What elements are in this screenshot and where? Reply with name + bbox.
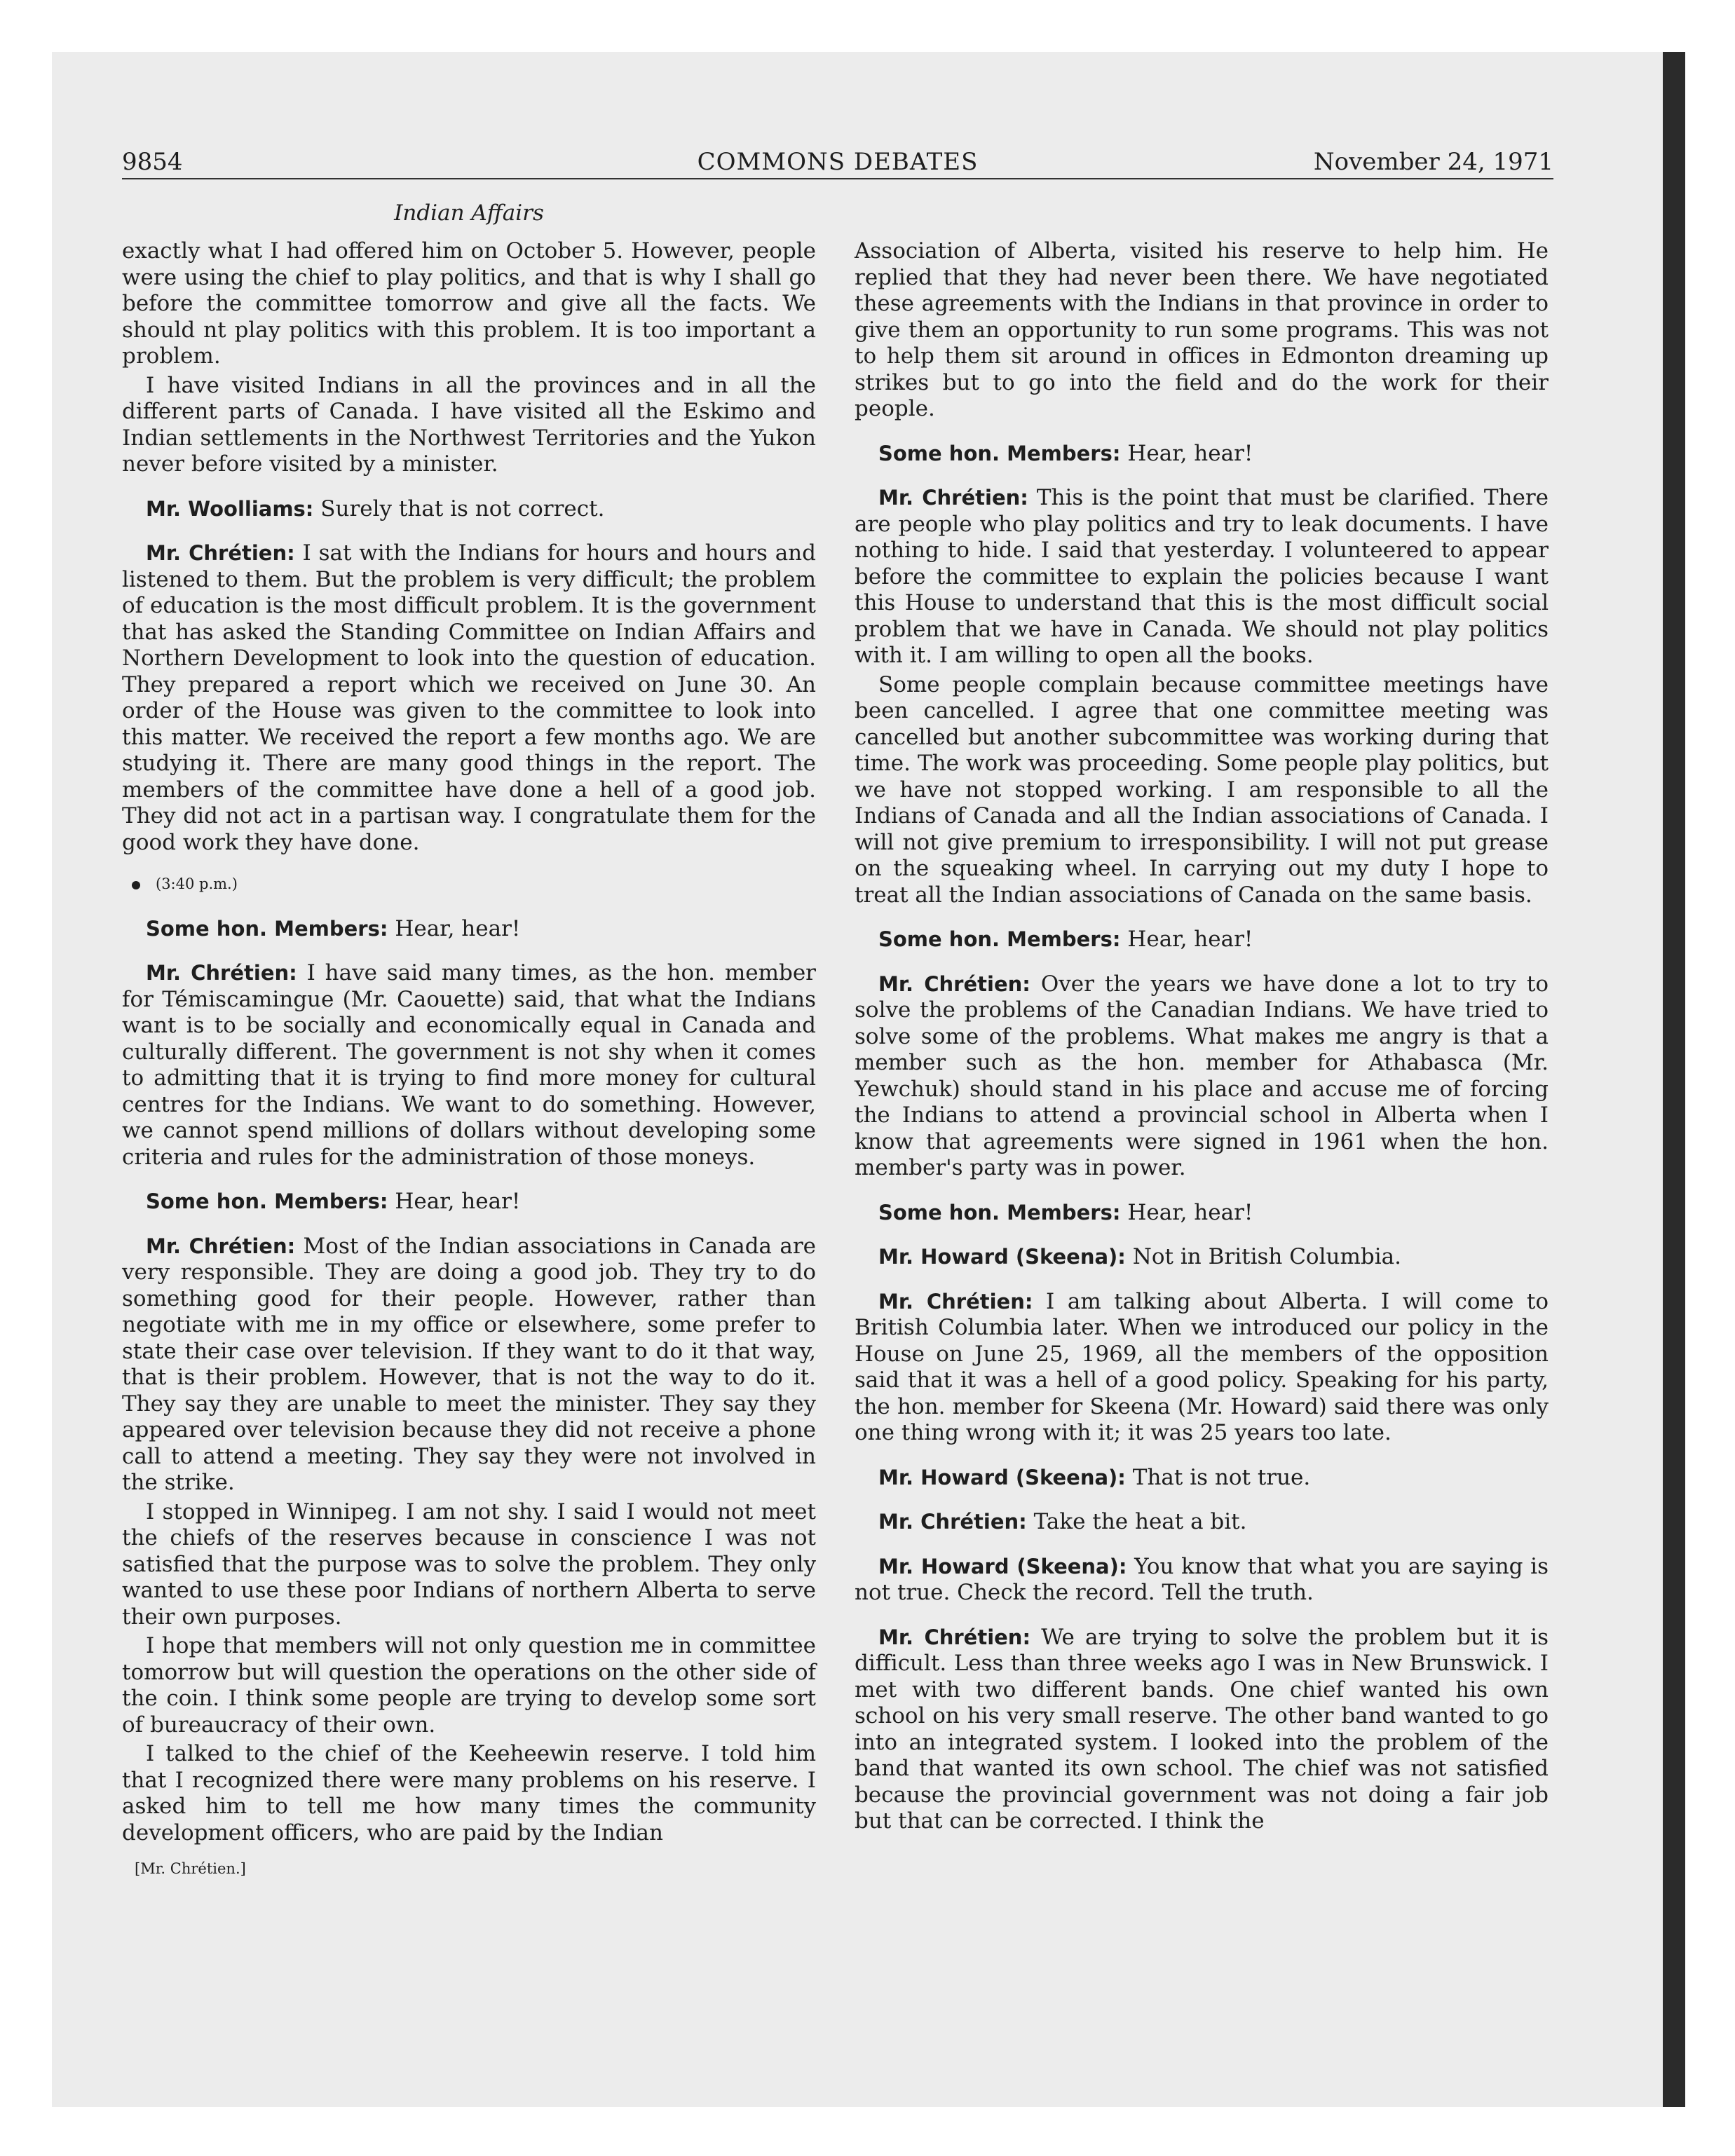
speech-text: Over the years we have done a lot to try to solve the problems of the Canadian Indians. We have tried to solve some of the problems. What makes me angry is that a member such as the hon. member for Athabasca (Mr. Yewchuk) should stand in his place and accuse me of forcing the Indians to attend a provincial school in Alberta when I know that agreements were signed in 1961 when the hon. member's party was in power. [855,971,1549,1180]
speech [855,485,1549,669]
speaker: Mr. Chrétien: [146,541,295,565]
speaker: Mr. Chrétien: [146,1234,296,1258]
speaker: Some hon. Members: [878,1200,1121,1224]
speaker: Mr. Howard (Skeena): [878,1465,1126,1489]
publication-title: COMMONS DEBATES [697,148,979,176]
speech-text: Hear, hear! [1127,1199,1253,1225]
speech [855,1625,1549,1835]
speaker: Some hon. Members: [146,916,388,941]
page-number: 9854 [122,148,183,176]
speech-text: That is not true. [1132,1464,1311,1490]
speaker: Mr. Woolliams: [146,496,314,521]
speaker: Mr. Chrétien: [878,1625,1031,1649]
speaker: Mr. Chrétien: [878,486,1028,510]
speech [855,1200,1549,1227]
speech-text: Not in British Columbia. [1132,1244,1401,1269]
left-column [122,238,816,1885]
speech-text: Hear, hear! [395,1189,521,1214]
paragraph: I hope that members will not only question me in committee tomorrow but will question the operations on the other side of the coin. I think some people are trying to develop some sort of bureaucracy of their own. [122,1633,816,1738]
speaker: Mr. Chrétien: [146,961,297,985]
speech-text: I sat with the Indians for hours and hours and listened to them. But the problem is very difficult; the problem of education is the most difficult problem. It is the government that has asked the Standing Committee on Indian Affairs and Northern Development to look into the question of education. They prepared a report which we received on June 30. An order of the House was given to the committee to look into this matter. We received the report a few months ago. We are studying it. There are many good things in the report. The members of the committee have done a hell of a good job. They did not act in a partisan way. I congratulate them for the good work they have done. [122,540,816,855]
speech-text: This is the point that must be clarified. There are people who play politics and try to leak documents. I have nothing to hide. I said that yesterday. I volunteered to appear before the committee to explain the policies because I want this House to understand that this is the most difficult social problem that we have in Canada. We should not play politics with it. I am willing to open all the books. [855,485,1549,668]
speaker: Some hon. Members: [146,1189,388,1213]
speaker: Mr. Chrétien: [878,971,1030,996]
speaker: Some hon. Members: [878,441,1121,465]
time-marker [122,871,816,898]
speech-text: Surely that is not correct. [320,496,605,521]
page-edge-shadow [1663,52,1685,2107]
speech [122,496,816,523]
speaker: Some hon. Members: [878,927,1121,951]
speech-text: I have said many times, as the hon. member for Témiscamingue (Mr. Caouette) said, that what the Indians want is to be socially and economically equal in Canada and culturally different. The government is not shy when it comes to admitting that it is trying to find more money for cultural centres for the Indians. We want to do something. However, we cannot spend millions of dollars without developing some criteria and rules for the administration of those moneys. [122,960,816,1170]
speech [855,1465,1549,1492]
speech-text: Hear, hear! [395,915,521,941]
paragraph: I have visited Indians in all the provinces and in all the different parts of Canada. I have visited all the Eskimo and Indian settlements in the Northwest Territories and the Yukon never before visited by a minister. [122,372,816,477]
speech [855,441,1549,468]
paragraph: I stopped in Winnipeg. I am not shy. I said I would not meet the chiefs of the reserves because in conscience I was not satisfied that the purpose was to solve the problem. They only wanted to use these poor Indians of northern Alberta to serve their own purposes. [122,1499,816,1630]
publication-date: November 24, 1971 [1313,148,1553,176]
speech-text: Hear, hear! [1127,440,1253,466]
speaker-note: [Mr. Chrétien.] [135,1860,246,1877]
speech [122,540,816,856]
time-stamp: (3:40 p.m.) [156,875,238,892]
speech-text: You know that what you are saying is not true. Check the record. Tell the truth. [855,1553,1549,1605]
speech-text: Take the heat a bit. [1033,1509,1247,1534]
speech [122,1234,816,1496]
speaker: Mr. Chrétien: [878,1289,1033,1314]
subject-heading: Indian Affairs [394,200,544,226]
paragraph: exactly what I had offered him on October 5. However, people were using the chief to play politics, and that is why I shall go before the committee tomorrow and give all the facts. We should nt play politics with this problem. It is too important a problem. [122,238,816,369]
right-column [855,238,1549,1838]
paragraph: Some people complain because committee meetings have been cancelled. I agree that one committee meeting was cancelled but another subcommittee was working during that time. The work was proceeding. Some people play politics, but we have not stopped working. I am responsible to all the Indians of Canada and all the Indian associations of Canada. I will not give premium to irresponsibility. I will not put grease on the squeaking wheel. In carrying out my duty I hope to treat all the Indian associations of Canada on the same basis. [855,671,1549,908]
speaker: Mr. Chrétien: [878,1510,1027,1534]
page-header [122,146,1553,179]
speaker: Mr. Howard (Skeena): [878,1554,1127,1578]
speech [855,1244,1549,1271]
speech-text: Hear, hear! [1127,927,1253,952]
paragraph: Association of Alberta, visited his reserve to help him. He replied that they had never been there. We have negotiated these agreements with the Indians in that province in order to give them an opportunity to run some programs. This was not to help them sit around in offices in Edmonton dreaming up strikes but to go into the field and do the work for their people. [855,238,1549,421]
speech-text: We are trying to solve the problem but it is difficult. Less than three weeks ago I was in New Brunswick. I met with two different bands. One chief wanted his own school on his very small reserve. The other band wanted to go into an integrated system. I looked into the problem of the band that wanted its own school. The chief was not satisfied because the provincial government was not doing a fair job but that can be corrected. I think the [855,1624,1549,1834]
speech-text: Most of the Indian associations in Canada are very responsible. They are doing a good job. They try to do something good for their people. However, rather than negotiate with me in my office or elsewhere, some prefer to state their case over television. If they want to do it that way, that is their problem. However, that is not the way to do it. They say they are unable to meet the minister. They say they appeared over television because they did not receive a phone call to attend a meeting. They say they were not involved in the strike. [122,1233,816,1495]
speech [122,916,816,943]
bullet-icon [132,881,140,889]
paragraph: I talked to the chief of the Keeheewin reserve. I told him that I recognized there were many problems on his reserve. I asked him to tell me how many times the community development officers, who are paid by the Indian [122,1741,816,1845]
speech [855,927,1549,953]
speech [855,1289,1549,1447]
speech [122,1189,816,1215]
speech [855,1509,1549,1536]
speech [855,1554,1549,1606]
speech-text: I am talking about Alberta. I will come to British Columbia later. When we introduced our policy in the House on June 25, 1969, all the members of the opposition said that it was a hell of a good policy. Speaking for his party, the hon. member for Skeena (Mr. Howard) said there was only one thing wrong with it; it was 25 years too late. [855,1288,1549,1445]
speech [855,971,1549,1182]
speech [122,960,816,1171]
speaker: Mr. Howard (Skeena): [878,1245,1126,1269]
